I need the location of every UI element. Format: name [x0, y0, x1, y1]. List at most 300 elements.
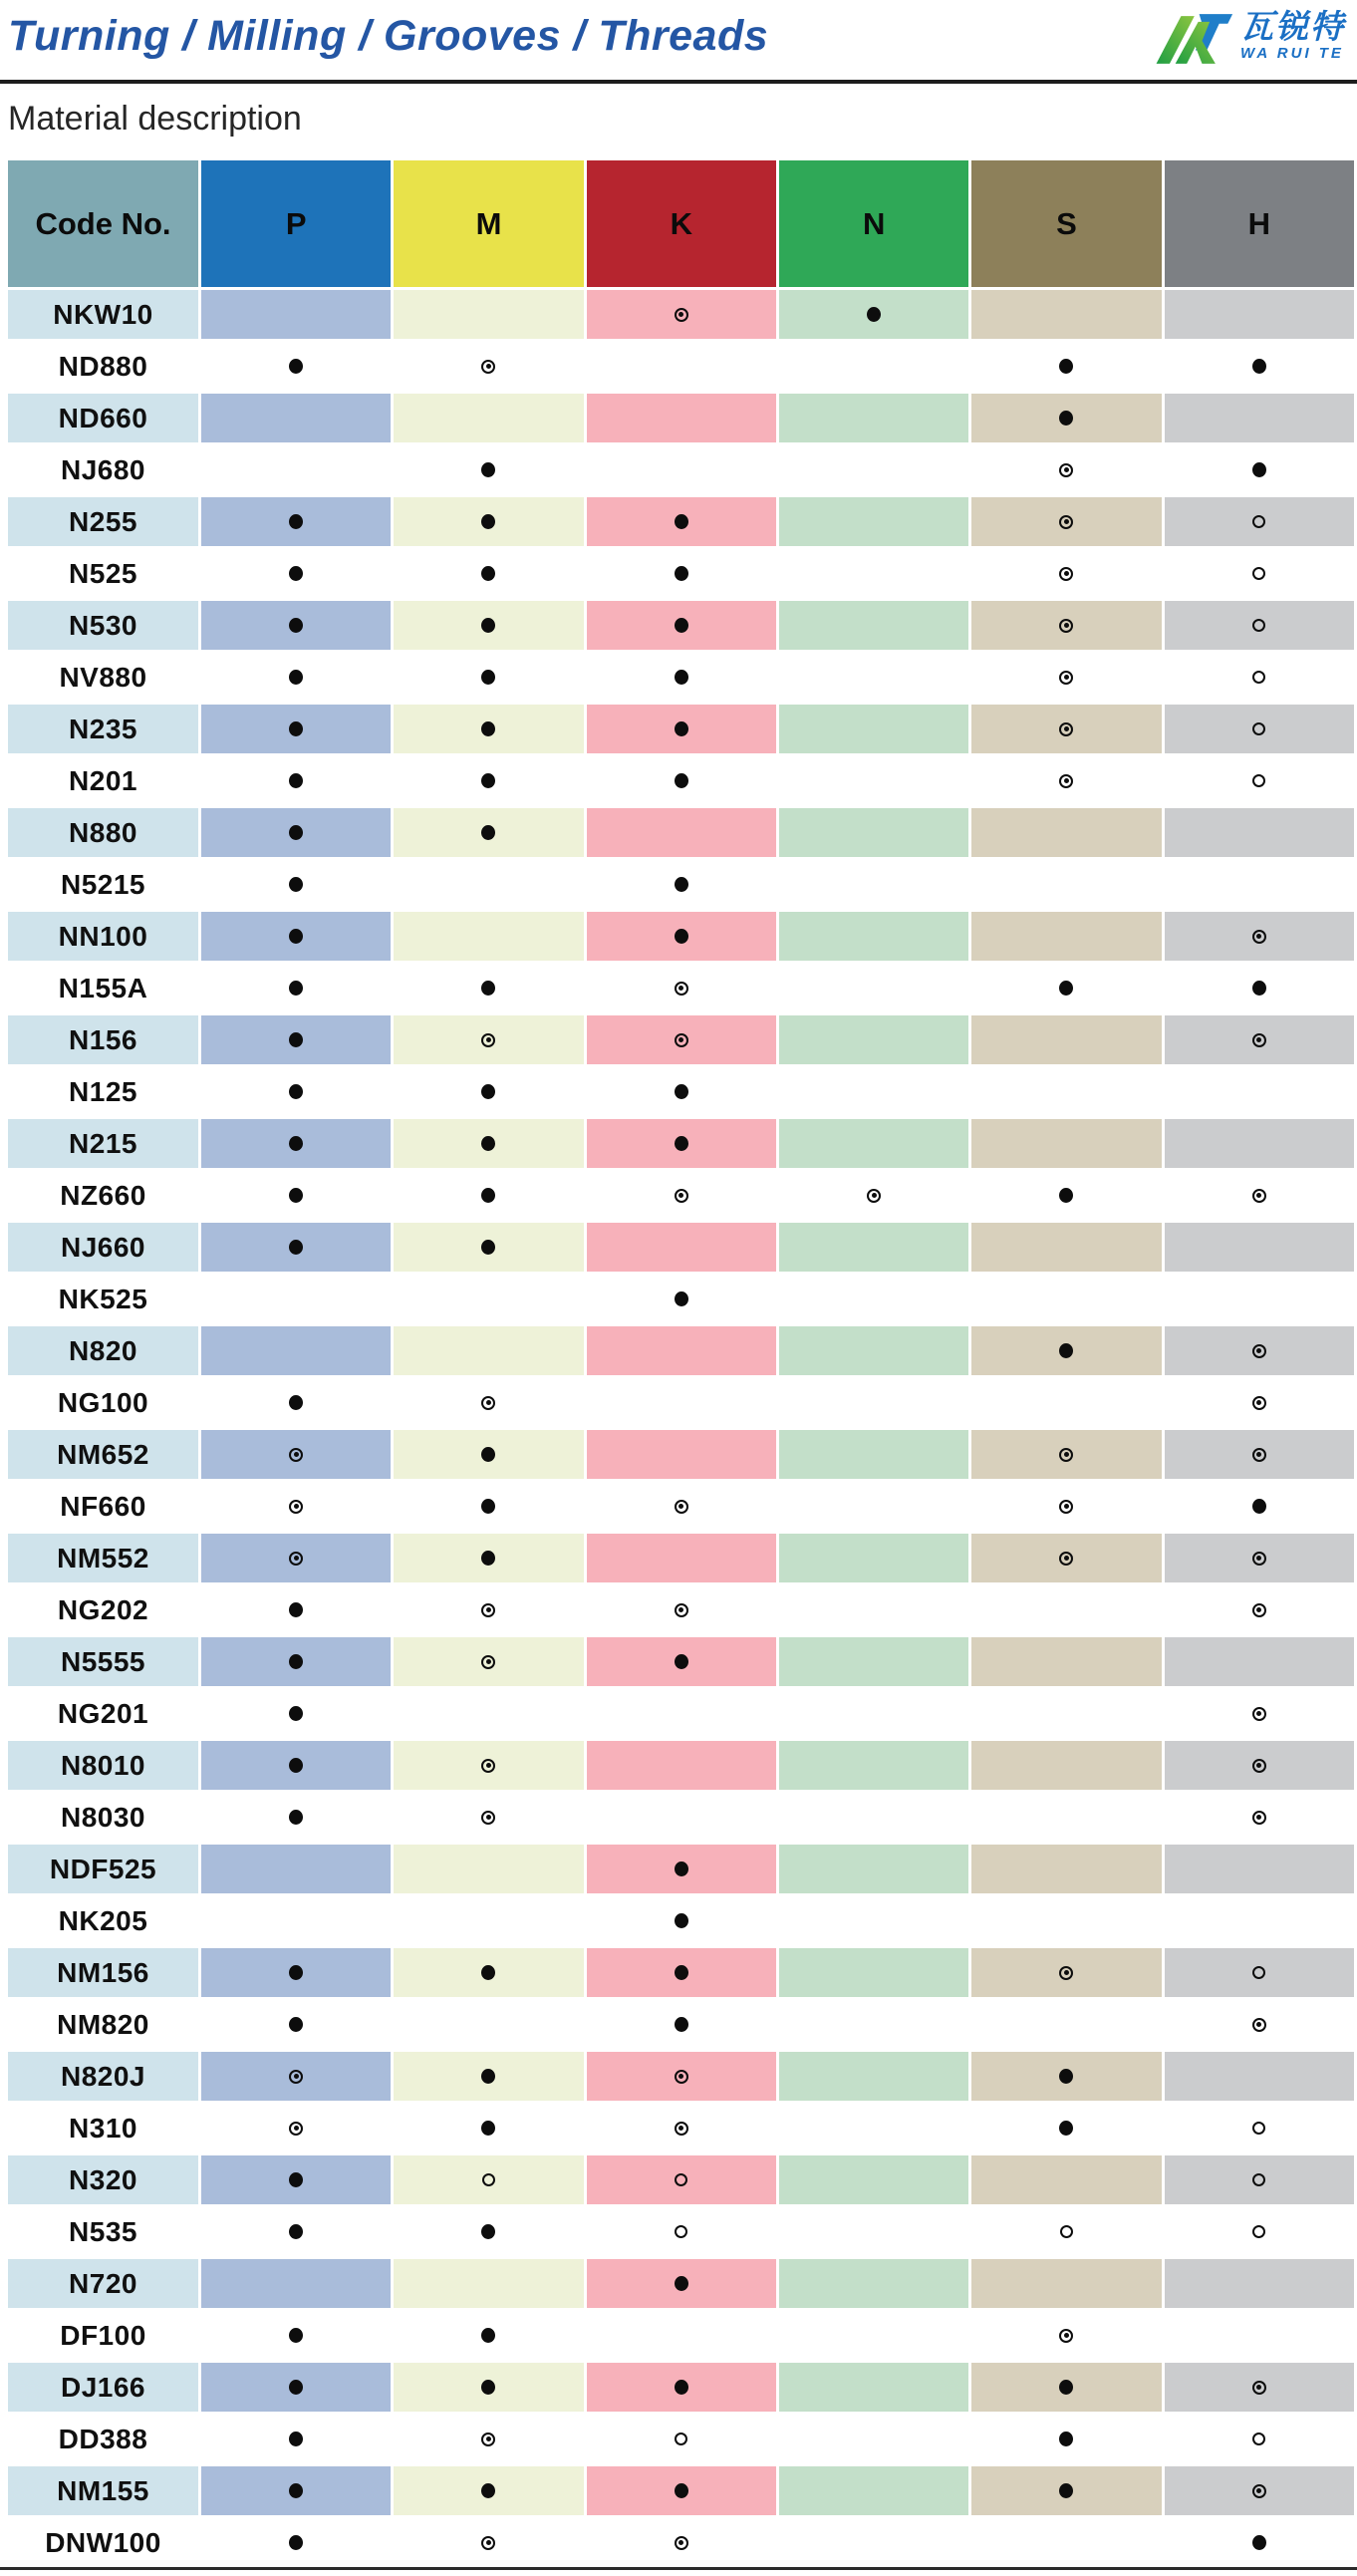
marker-solid-circle-icon [675, 670, 688, 685]
cell-N-DJ166 [779, 2360, 971, 2412]
marker-solid-circle-icon [481, 670, 495, 685]
marker-solid-circle-icon [289, 670, 303, 685]
marker-solid-circle-icon [675, 1084, 688, 1099]
marker-solid-circle-icon [1059, 2432, 1073, 2446]
cell-K-N720 [587, 2256, 779, 2308]
marker-open-circle-icon [1252, 774, 1265, 787]
cell-N-ND880 [779, 339, 971, 391]
marker-solid-circle-icon [289, 1706, 303, 1721]
marker-double-circle-icon [1252, 1033, 1266, 1047]
cell-M-NF660 [394, 1479, 586, 1531]
cell-S-NN100 [971, 909, 1164, 961]
cell-P-ND880 [201, 339, 394, 391]
code-cell: N5215 [8, 857, 201, 909]
code-cell: N880 [8, 805, 201, 857]
brand-name-cn: 瓦锐特 [1240, 8, 1345, 45]
marker-double-circle-icon [1252, 2381, 1266, 2395]
cell-H-NZ660 [1165, 1168, 1357, 1220]
marker-solid-circle-icon [675, 1291, 688, 1306]
marker-solid-circle-icon [675, 773, 688, 788]
cell-H-NM820 [1165, 1997, 1357, 2049]
cell-N-DD388 [779, 2412, 971, 2463]
cell-K-N201 [587, 753, 779, 805]
code-cell: NJ680 [8, 442, 201, 494]
cell-S-ND660 [971, 391, 1164, 442]
marker-double-circle-icon [289, 1448, 303, 1462]
marker-double-circle-icon [289, 1500, 303, 1514]
cell-N-N5215 [779, 857, 971, 909]
cell-M-N156 [394, 1012, 586, 1064]
marker-double-circle-icon [1059, 619, 1073, 633]
brand-logo-text [1240, 10, 1345, 61]
cell-P-NJ660 [201, 1220, 394, 1272]
cell-S-N820J [971, 2049, 1164, 2101]
cell-S-NM155 [971, 2463, 1164, 2515]
marker-solid-circle-icon [289, 929, 303, 944]
cell-M-NG201 [394, 1686, 586, 1738]
marker-solid-circle-icon [675, 566, 688, 581]
marker-double-circle-icon [289, 1552, 303, 1566]
cell-S-NK525 [971, 1272, 1164, 1323]
cell-H-ND880 [1165, 339, 1357, 391]
cell-N-DF100 [779, 2308, 971, 2360]
cell-H-DNW100 [1165, 2515, 1357, 2567]
code-cell: NM820 [8, 1997, 201, 2049]
cell-P-NM820 [201, 1997, 394, 2049]
cell-N-NJ680 [779, 442, 971, 494]
marker-open-circle-icon [1252, 515, 1265, 528]
marker-solid-circle-icon [289, 1240, 303, 1255]
cell-P-NM155 [201, 2463, 394, 2515]
cell-P-NM652 [201, 1427, 394, 1479]
marker-double-circle-icon [481, 1759, 495, 1773]
marker-solid-circle-icon [481, 825, 495, 840]
marker-solid-circle-icon [675, 2483, 688, 2498]
cell-K-N125 [587, 1064, 779, 1116]
marker-solid-circle-icon [481, 1551, 495, 1566]
cell-M-N5215 [394, 857, 586, 909]
marker-solid-circle-icon [675, 1861, 688, 1876]
cell-K-NG100 [587, 1375, 779, 1427]
marker-solid-circle-icon [481, 462, 495, 477]
cell-M-N535 [394, 2204, 586, 2256]
cell-K-N255 [587, 494, 779, 546]
cell-H-NG201 [1165, 1686, 1357, 1738]
cell-N-N525 [779, 546, 971, 598]
marker-double-circle-icon [1059, 722, 1073, 736]
cell-H-N820J [1165, 2049, 1357, 2101]
marker-solid-circle-icon [289, 1395, 303, 1410]
cell-S-NDF525 [971, 1842, 1164, 1893]
cell-M-N201 [394, 753, 586, 805]
cell-H-N215 [1165, 1116, 1357, 1168]
code-cell: N5555 [8, 1634, 201, 1686]
cell-N-NDF525 [779, 1842, 971, 1893]
marker-solid-circle-icon [481, 721, 495, 736]
cell-N-ND660 [779, 391, 971, 442]
cell-N-N530 [779, 598, 971, 650]
marker-solid-circle-icon [1059, 2121, 1073, 2136]
marker-solid-circle-icon [289, 1654, 303, 1669]
marker-double-circle-icon [675, 1033, 688, 1047]
code-cell: NM652 [8, 1427, 201, 1479]
code-cell: N255 [8, 494, 201, 546]
cell-P-NG201 [201, 1686, 394, 1738]
cell-H-NK205 [1165, 1893, 1357, 1945]
marker-double-circle-icon [1059, 774, 1073, 788]
cell-H-N820 [1165, 1323, 1357, 1375]
cell-M-ND880 [394, 339, 586, 391]
cell-M-N320 [394, 2152, 586, 2204]
marker-solid-circle-icon [1059, 981, 1073, 996]
cell-P-DD388 [201, 2412, 394, 2463]
marker-solid-circle-icon [675, 1136, 688, 1151]
marker-double-circle-icon [1252, 1552, 1266, 1566]
cell-P-N820 [201, 1323, 394, 1375]
marker-double-circle-icon [1252, 2484, 1266, 2498]
code-cell: N530 [8, 598, 201, 650]
marker-double-circle-icon [1059, 567, 1073, 581]
cell-N-NJ660 [779, 1220, 971, 1272]
cell-S-NG202 [971, 1582, 1164, 1634]
cell-N-NM820 [779, 1997, 971, 2049]
cell-P-NM552 [201, 1531, 394, 1582]
cell-H-N201 [1165, 753, 1357, 805]
marker-double-circle-icon [867, 1189, 881, 1203]
column-header-code: Code No. [8, 160, 201, 287]
cell-N-NZ660 [779, 1168, 971, 1220]
marker-solid-circle-icon [1059, 411, 1073, 426]
marker-solid-circle-icon [481, 618, 495, 633]
marker-solid-circle-icon [481, 566, 495, 581]
marker-double-circle-icon [1252, 1603, 1266, 1617]
cell-H-N155A [1165, 961, 1357, 1012]
cell-P-N525 [201, 546, 394, 598]
marker-solid-circle-icon [481, 1499, 495, 1514]
marker-solid-circle-icon [481, 2224, 495, 2239]
marker-solid-circle-icon [1059, 2380, 1073, 2395]
cell-N-N820J [779, 2049, 971, 2101]
cell-H-N8010 [1165, 1738, 1357, 1790]
cell-S-NJ680 [971, 442, 1164, 494]
marker-double-circle-icon [481, 1396, 495, 1410]
cell-K-NJ680 [587, 442, 779, 494]
cell-N-N8030 [779, 1790, 971, 1842]
marker-solid-circle-icon [481, 1965, 495, 1980]
marker-solid-circle-icon [289, 1136, 303, 1151]
marker-double-circle-icon [1252, 1707, 1266, 1721]
marker-double-circle-icon [1252, 1811, 1266, 1825]
cell-H-NG202 [1165, 1582, 1357, 1634]
cell-N-N5555 [779, 1634, 971, 1686]
marker-solid-circle-icon [1059, 359, 1073, 374]
marker-double-circle-icon [481, 1655, 495, 1669]
cell-S-N535 [971, 2204, 1164, 2256]
cell-K-NK525 [587, 1272, 779, 1323]
marker-double-circle-icon [481, 2433, 495, 2446]
cell-K-NKW10 [587, 287, 779, 339]
cell-M-NG100 [394, 1375, 586, 1427]
code-cell: NK205 [8, 1893, 201, 1945]
cell-K-NG201 [587, 1686, 779, 1738]
cell-H-ND660 [1165, 391, 1357, 442]
cell-M-N8010 [394, 1738, 586, 1790]
cell-S-N235 [971, 702, 1164, 753]
cell-M-N255 [394, 494, 586, 546]
cell-S-NG201 [971, 1686, 1164, 1738]
code-cell: N720 [8, 2256, 201, 2308]
code-cell: N820J [8, 2049, 201, 2101]
code-cell: N125 [8, 1064, 201, 1116]
cell-M-N5555 [394, 1634, 586, 1686]
cell-K-N820 [587, 1323, 779, 1375]
marker-double-circle-icon [481, 1603, 495, 1617]
cell-M-NM155 [394, 2463, 586, 2515]
cell-S-N201 [971, 753, 1164, 805]
marker-solid-circle-icon [675, 2017, 688, 2032]
cell-N-N8010 [779, 1738, 971, 1790]
cell-H-N320 [1165, 2152, 1357, 2204]
marker-solid-circle-icon [1059, 2483, 1073, 2498]
marker-solid-circle-icon [289, 981, 303, 996]
cell-K-NJ660 [587, 1220, 779, 1272]
marker-open-circle-icon [675, 2433, 687, 2445]
cell-K-N310 [587, 2101, 779, 2152]
cell-H-NDF525 [1165, 1842, 1357, 1893]
marker-double-circle-icon [675, 2122, 688, 2136]
cell-S-N320 [971, 2152, 1164, 2204]
marker-solid-circle-icon [289, 1810, 303, 1825]
marker-solid-circle-icon [289, 2172, 303, 2187]
marker-open-circle-icon [1252, 2225, 1265, 2238]
marker-open-circle-icon [1252, 2433, 1265, 2445]
cell-N-NG201 [779, 1686, 971, 1738]
cell-P-DF100 [201, 2308, 394, 2360]
cell-P-N320 [201, 2152, 394, 2204]
cell-H-NF660 [1165, 1479, 1357, 1531]
cell-N-N125 [779, 1064, 971, 1116]
cell-P-N5215 [201, 857, 394, 909]
cell-K-NF660 [587, 1479, 779, 1531]
cell-H-N156 [1165, 1012, 1357, 1064]
marker-solid-circle-icon [675, 877, 688, 892]
marker-open-circle-icon [1252, 567, 1265, 580]
marker-double-circle-icon [1252, 1448, 1266, 1462]
cell-P-N310 [201, 2101, 394, 2152]
cell-S-NV880 [971, 650, 1164, 702]
marker-solid-circle-icon [289, 566, 303, 581]
brand-logo-icon [1147, 10, 1234, 70]
code-cell: ND660 [8, 391, 201, 442]
marker-double-circle-icon [1059, 1966, 1073, 1980]
marker-open-circle-icon [1252, 619, 1265, 632]
marker-solid-circle-icon [675, 514, 688, 529]
cell-H-NV880 [1165, 650, 1357, 702]
cell-K-NM552 [587, 1531, 779, 1582]
marker-double-circle-icon [481, 1811, 495, 1825]
cell-H-N235 [1165, 702, 1357, 753]
cell-N-NKW10 [779, 287, 971, 339]
cell-N-NM156 [779, 1945, 971, 1997]
marker-double-circle-icon [1059, 1552, 1073, 1566]
cell-M-N820J [394, 2049, 586, 2101]
code-cell: DNW100 [8, 2515, 201, 2567]
cell-M-N155A [394, 961, 586, 1012]
cell-S-N125 [971, 1064, 1164, 1116]
column-header-H: H [1165, 160, 1357, 287]
marker-double-circle-icon [481, 2536, 495, 2550]
cell-N-NM552 [779, 1531, 971, 1582]
cell-S-N8010 [971, 1738, 1164, 1790]
marker-double-circle-icon [675, 2536, 688, 2550]
cell-P-ND660 [201, 391, 394, 442]
cell-M-N525 [394, 546, 586, 598]
cell-N-N880 [779, 805, 971, 857]
cell-K-NM155 [587, 2463, 779, 2515]
code-cell: N320 [8, 2152, 201, 2204]
column-header-M: M [394, 160, 586, 287]
cell-K-NM820 [587, 1997, 779, 2049]
cell-H-N125 [1165, 1064, 1357, 1116]
cell-S-NJ660 [971, 1220, 1164, 1272]
title-divider [0, 80, 1357, 84]
marker-solid-circle-icon [481, 1084, 495, 1099]
cell-K-N880 [587, 805, 779, 857]
cell-K-N155A [587, 961, 779, 1012]
marker-open-circle-icon [1252, 671, 1265, 684]
page-header [0, 0, 1357, 72]
column-header-N: N [779, 160, 971, 287]
code-cell: N155A [8, 961, 201, 1012]
marker-solid-circle-icon [289, 1758, 303, 1773]
marker-solid-circle-icon [867, 307, 881, 322]
marker-solid-circle-icon [1252, 2535, 1266, 2550]
marker-solid-circle-icon [289, 1188, 303, 1203]
marker-solid-circle-icon [481, 773, 495, 788]
column-header-K: K [587, 160, 779, 287]
cell-P-DNW100 [201, 2515, 394, 2567]
marker-double-circle-icon [1059, 515, 1073, 529]
marker-solid-circle-icon [481, 2380, 495, 2395]
cell-M-ND660 [394, 391, 586, 442]
cell-K-NM652 [587, 1427, 779, 1479]
cell-K-N530 [587, 598, 779, 650]
cell-M-NV880 [394, 650, 586, 702]
cell-P-N820J [201, 2049, 394, 2101]
cell-N-NM155 [779, 2463, 971, 2515]
material-table [8, 160, 1357, 2567]
code-cell: N8030 [8, 1790, 201, 1842]
marker-double-circle-icon [1059, 2329, 1073, 2343]
marker-solid-circle-icon [289, 2328, 303, 2343]
code-cell: N235 [8, 702, 201, 753]
cell-N-N235 [779, 702, 971, 753]
cell-P-N125 [201, 1064, 394, 1116]
cell-M-NJ660 [394, 1220, 586, 1272]
cell-K-DF100 [587, 2308, 779, 2360]
marker-solid-circle-icon [675, 618, 688, 633]
marker-solid-circle-icon [675, 2276, 688, 2291]
code-cell: NJ660 [8, 1220, 201, 1272]
marker-solid-circle-icon [481, 2483, 495, 2498]
cell-P-N880 [201, 805, 394, 857]
cell-P-N8030 [201, 1790, 394, 1842]
cell-H-N255 [1165, 494, 1357, 546]
cell-K-N5215 [587, 857, 779, 909]
cell-P-NKW10 [201, 287, 394, 339]
marker-solid-circle-icon [481, 2121, 495, 2136]
brand-name-en: WA RUI TE [1240, 45, 1344, 62]
cell-S-DNW100 [971, 2515, 1164, 2567]
cell-S-N5555 [971, 1634, 1164, 1686]
cell-M-DF100 [394, 2308, 586, 2360]
marker-double-circle-icon [1252, 2018, 1266, 2032]
marker-solid-circle-icon [289, 877, 303, 892]
cell-M-NDF525 [394, 1842, 586, 1893]
cell-P-N155A [201, 961, 394, 1012]
cell-N-N310 [779, 2101, 971, 2152]
cell-H-N530 [1165, 598, 1357, 650]
cell-H-N8030 [1165, 1790, 1357, 1842]
cell-K-N215 [587, 1116, 779, 1168]
cell-K-DD388 [587, 2412, 779, 2463]
cell-N-N156 [779, 1012, 971, 1064]
cell-S-N525 [971, 546, 1164, 598]
marker-solid-circle-icon [675, 1965, 688, 1980]
marker-solid-circle-icon [289, 773, 303, 788]
cell-H-N310 [1165, 2101, 1357, 2152]
cell-H-DD388 [1165, 2412, 1357, 2463]
marker-solid-circle-icon [675, 721, 688, 736]
cell-M-N215 [394, 1116, 586, 1168]
code-cell: DJ166 [8, 2360, 201, 2412]
column-header-S: S [971, 160, 1164, 287]
cell-M-N880 [394, 805, 586, 857]
cell-N-N255 [779, 494, 971, 546]
marker-solid-circle-icon [289, 721, 303, 736]
cell-S-N155A [971, 961, 1164, 1012]
cell-H-DF100 [1165, 2308, 1357, 2360]
marker-open-circle-icon [482, 2173, 495, 2186]
cell-M-N820 [394, 1323, 586, 1375]
marker-double-circle-icon [1252, 1396, 1266, 1410]
marker-solid-circle-icon [289, 1084, 303, 1099]
marker-solid-circle-icon [289, 359, 303, 374]
cell-P-NG202 [201, 1582, 394, 1634]
marker-double-circle-icon [675, 1500, 688, 1514]
cell-S-N156 [971, 1012, 1164, 1064]
marker-solid-circle-icon [1252, 359, 1266, 374]
cell-P-NDF525 [201, 1842, 394, 1893]
cell-P-NG100 [201, 1375, 394, 1427]
cell-P-NF660 [201, 1479, 394, 1531]
section-title: Material description [8, 100, 302, 138]
cell-K-NV880 [587, 650, 779, 702]
marker-solid-circle-icon [481, 2328, 495, 2343]
cell-P-N720 [201, 2256, 394, 2308]
marker-double-circle-icon [675, 982, 688, 996]
cell-P-NM156 [201, 1945, 394, 1997]
cell-H-NKW10 [1165, 287, 1357, 339]
marker-open-circle-icon [1252, 2173, 1265, 2186]
cell-M-NK525 [394, 1272, 586, 1323]
cell-K-DNW100 [587, 2515, 779, 2567]
marker-double-circle-icon [1252, 1189, 1266, 1203]
marker-double-circle-icon [1059, 1500, 1073, 1514]
cell-N-N215 [779, 1116, 971, 1168]
marker-solid-circle-icon [289, 1965, 303, 1980]
cell-P-NJ680 [201, 442, 394, 494]
